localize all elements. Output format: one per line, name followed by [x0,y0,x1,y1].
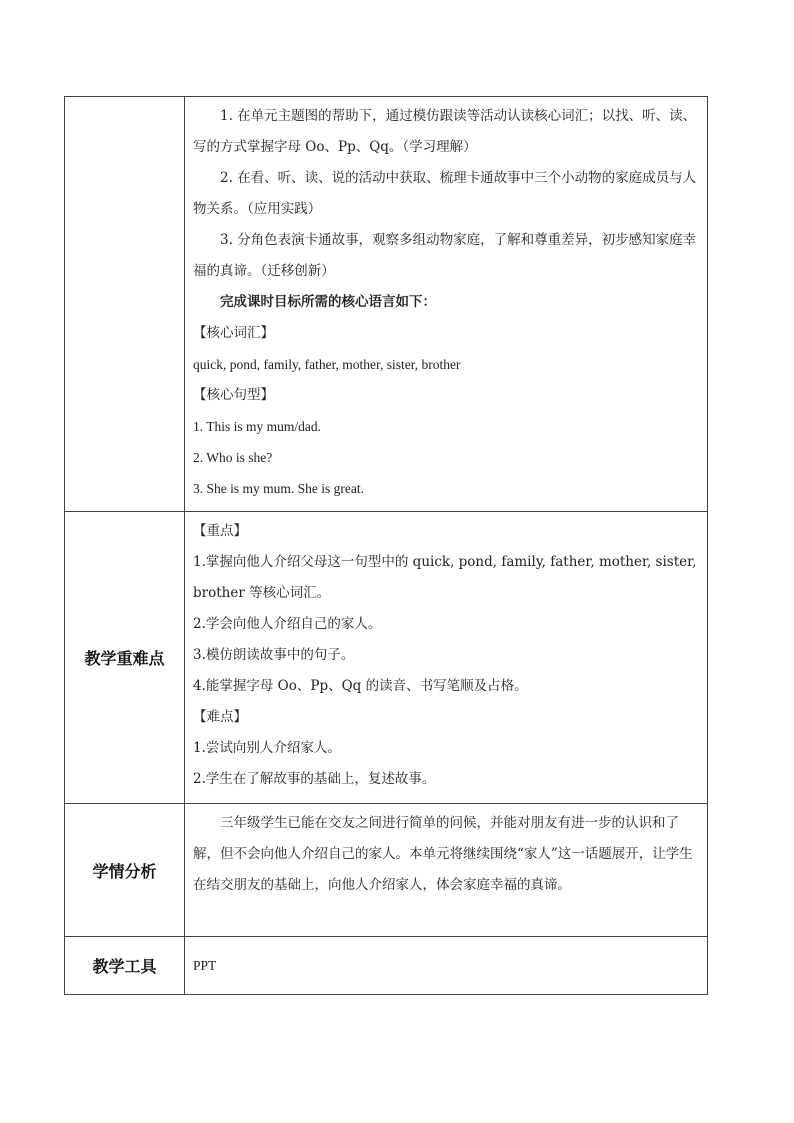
focus-item: 2.学会向他人介绍自己的家人。 [193,616,382,632]
objectives-row [65,97,708,512]
lesson-plan-table [64,96,708,995]
objectives-content [185,97,708,512]
tools-value: PPT [193,958,217,973]
focus-item: 1.掌握向他人介绍父母这一句型中的 quick, pond, family, father, mother, sister, brother 等核心词汇。 [193,554,697,601]
vocab-heading: 【核心词汇】 [193,325,274,341]
analysis-content [185,804,708,937]
key-points-row [65,512,708,804]
objective-item: 2. 在看、听、读、说的活动中获取、梳理卡通故事中三个小动物的家庭成员与人物关系。（应用实践） [193,170,697,217]
analysis-label: 学情分析 [65,804,185,937]
tools-content [185,937,708,995]
analysis-text: 三年级学生已能在交友之间进行简单的问候，并能对朋友有进一步的认识和了解，但不会向他人介绍自己的家人。本单元将继续围绕“家人”这一话题展开，让学生在结交朋友的基础上，向他人介绍家人，体会家庭幸福的真谛。 [193,815,693,893]
vocab-list: quick, pond, family, father, mother, sister, brother [193,357,461,372]
tools-label: 教学工具 [65,937,185,995]
focus-item: 4.能掌握字母 Oo、Pp、Qq 的读音、书写笔顺及占格。 [193,678,528,694]
sentence-item: 3. She is my mum. She is great. [193,481,364,496]
tools-row [65,937,708,995]
key-points-content [185,512,708,804]
analysis-row [65,804,708,937]
sentence-item: 2. Who is she? [193,450,273,465]
objective-item: 3. 分角色表演卡通故事，观察多组动物家庭，了解和尊重差异，初步感知家庭幸福的真谛。（迁移创新） [193,232,697,279]
objective-item: 1. 在单元主题图的帮助下，通过模仿跟读等活动认读核心词汇；以找、听、读、写的方式掌握字母 Oo、Pp、Qq。（学习理解） [193,108,697,155]
key-points-label: 教学重难点 [65,512,185,804]
difficulty-item: 2.学生在了解故事的基础上，复述故事。 [193,771,436,787]
focus-heading: 【重点】 [193,523,247,539]
focus-item: 3.模仿朗读故事中的句子。 [193,647,355,663]
difficulty-item: 1.尝试向别人介绍家人。 [193,740,341,756]
difficulty-heading: 【难点】 [193,709,247,725]
sentence-heading: 【核心句型】 [193,387,274,403]
objectives-label-cell [65,97,185,512]
core-language-heading: 完成课时目标所需的核心语言如下： [220,294,436,310]
sentence-item: 1. This is my mum/dad. [193,419,322,434]
